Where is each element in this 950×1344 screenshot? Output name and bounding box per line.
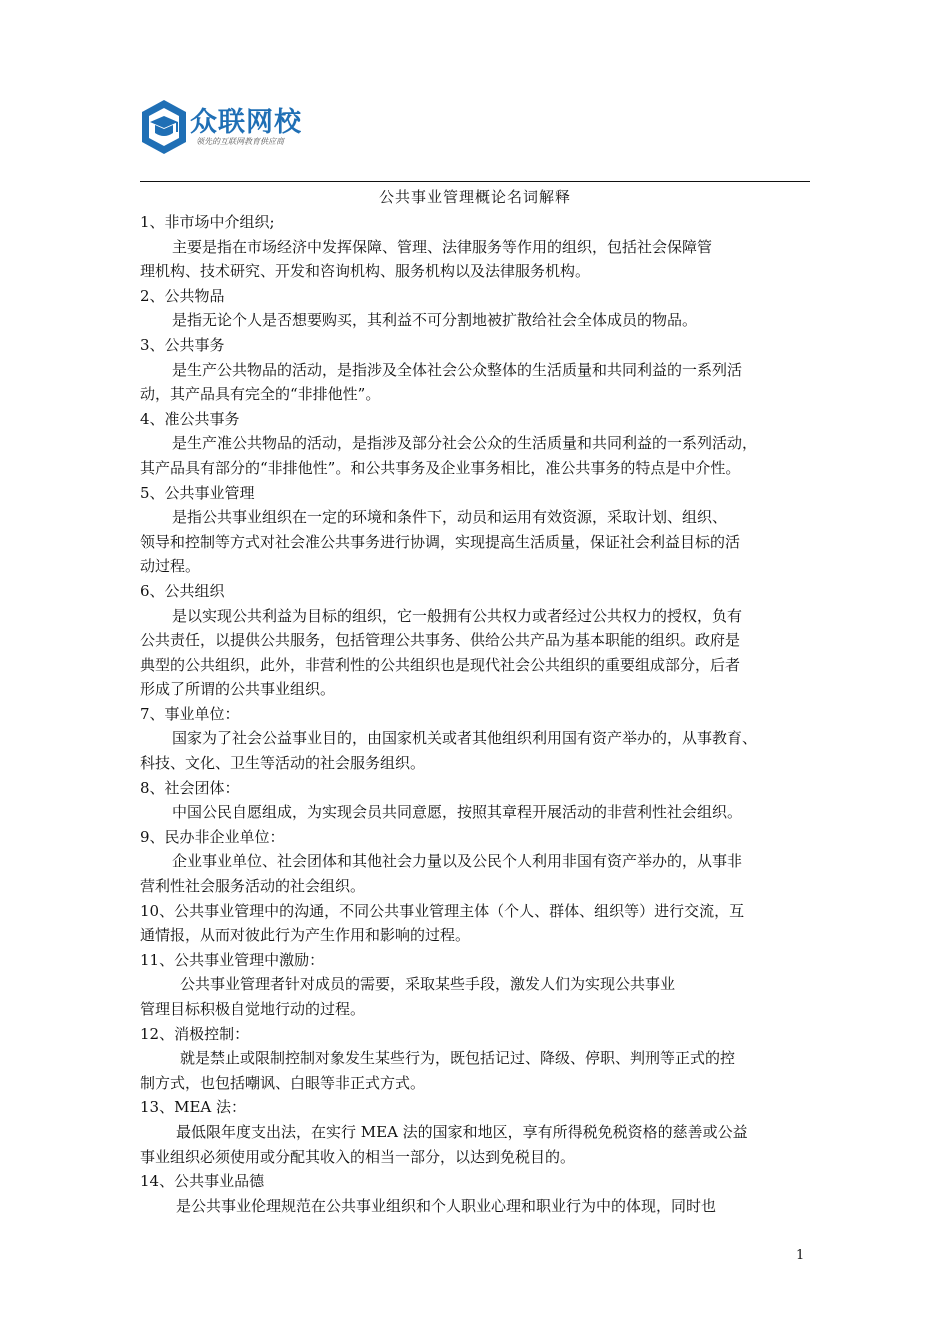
paragraph-line: 领导和控制等方式对社会准公共事务进行协调，实现提高生活质量，保证社会利益目标的活	[140, 532, 741, 551]
paragraph-line: 制方式，也包括嘲讽、白眼等非正式方式。	[140, 1073, 426, 1092]
paragraph-line: 是公共事业伦理规范在公共事业组织和个人职业心理和职业行为中的体现，同时也	[176, 1196, 717, 1215]
term-heading: 14、公共事业品德	[140, 1172, 265, 1191]
term-heading: 9、民办非企业单位：	[140, 827, 285, 846]
term-heading: 4、准公共事务	[140, 409, 240, 428]
term-heading: 11、公共事业管理中激励：	[140, 950, 325, 969]
paragraph-line: 企业事业单位、社会团体和其他社会力量以及公民个人利用非国有资产举办的，从事非	[172, 852, 743, 871]
logo-slogan: 领先的互联网教育供应商	[196, 137, 284, 146]
graduation-cap-hexagon-icon	[140, 98, 188, 156]
document-body	[140, 210, 810, 1218]
paragraph-line: 典型的公共组织，此外，非营利性的公共组织也是现代社会公共组织的重要组成部分，后者	[140, 655, 741, 674]
logo-text: 众联网校	[190, 107, 302, 138]
term-heading: 8、社会团体：	[140, 778, 240, 797]
paragraph-line: 最低限年度支出法，在实行 MEA 法的国家和地区，享有所得税免税资格的慈善或公益	[176, 1122, 748, 1141]
paragraph-line: 中国公民自愿组成，为实现会员共同意愿，按照其章程开展活动的非营利性社会组织。	[172, 803, 743, 822]
paragraph-line: 事业组织必须使用或分配其收入的相当一部分，以达到免税目的。	[140, 1147, 576, 1166]
paragraph-line: 是生产公共物品的活动，是指涉及全体社会公众整体的生活质量和共同利益的一系列活	[172, 360, 743, 379]
paragraph-line: 就是禁止或限制控制对象发生某些行为，既包括记过、降级、停职、判刑等正式的控	[180, 1049, 736, 1068]
term-heading: 3、公共事务	[140, 335, 225, 354]
term-heading: 1、非市场中介组织;	[140, 213, 275, 231]
paragraph-line: 主要是指在市场经济中发挥保障、管理、法律服务等作用的组织，包括社会保障管	[172, 237, 713, 256]
page-number: 1	[796, 1248, 805, 1263]
term-heading: 12、消极控制：	[140, 1024, 250, 1043]
paragraph-line: 动，其产品具有完全的“非排他性”。	[140, 385, 381, 404]
paragraph-line: 其产品具有部分的“非排他性”。和公共事务及企业事务相比，准公共事务的特点是中介性。	[140, 458, 741, 477]
paragraph-line: 是以实现公共利益为目标的组织，它一般拥有公共权力或者经过公共权力的授权，负有	[172, 606, 743, 625]
term-heading: 13、MEA 法：	[140, 1098, 246, 1117]
paragraph-line: 是指无论个人是否想要购买，其利益不可分割地被扩散给社会全体成员的物品。	[172, 311, 698, 330]
paragraph-line: 国家为了社会公益事业目的，由国家机关或者其他组织利用国有资产举办的，从事教育、	[172, 729, 758, 748]
paragraph-line: 管理目标积极自觉地行动的过程。	[140, 1000, 366, 1018]
document-title: 公共事业管理概论名词解释	[378, 188, 571, 206]
paragraph-line: 是指公共事业组织在一定的环境和条件下，动员和运用有效资源，采取计划、组织、	[172, 508, 728, 527]
paragraph-line: 理机构、技术研究、开发和咨询机构、服务机构以及法律服务机构。	[140, 262, 591, 281]
term-heading: 7、事业单位：	[140, 704, 240, 723]
paragraph-line: 是生产准公共物品的活动，是指涉及部分社会公众的生活质量和共同利益的一系列活动，	[172, 434, 758, 453]
paragraph-line: 通情报，从而对彼此行为产生作用和影响的过程。	[140, 926, 471, 945]
term-heading: 10、公共事业管理中的沟通，不同公共事业管理主体（个人、群体、组织等）进行交流，互	[140, 901, 745, 920]
header-divider	[140, 181, 810, 182]
paragraph-line: 科技、文化、卫生等活动的社会服务组织。	[140, 754, 426, 773]
paragraph-line: 公共事业管理者针对成员的需要，采取某些手段，激发人们为实现公共事业	[180, 975, 676, 994]
paragraph-line: 形成了所谓的公共事业组织。	[140, 680, 336, 699]
term-heading: 6、公共组织	[140, 581, 225, 600]
paragraph-line: 营利性社会服务活动的社会组织。	[140, 877, 366, 896]
term-heading: 5、公共事业管理	[140, 483, 255, 502]
paragraph-line: 公共责任，以提供公共服务，包括管理公共事务、供给公共产品为基本职能的组织。政府是	[140, 631, 741, 650]
logo	[140, 96, 340, 158]
term-heading: 2、公共物品	[140, 286, 225, 305]
paragraph-line: 动过程。	[140, 557, 201, 576]
